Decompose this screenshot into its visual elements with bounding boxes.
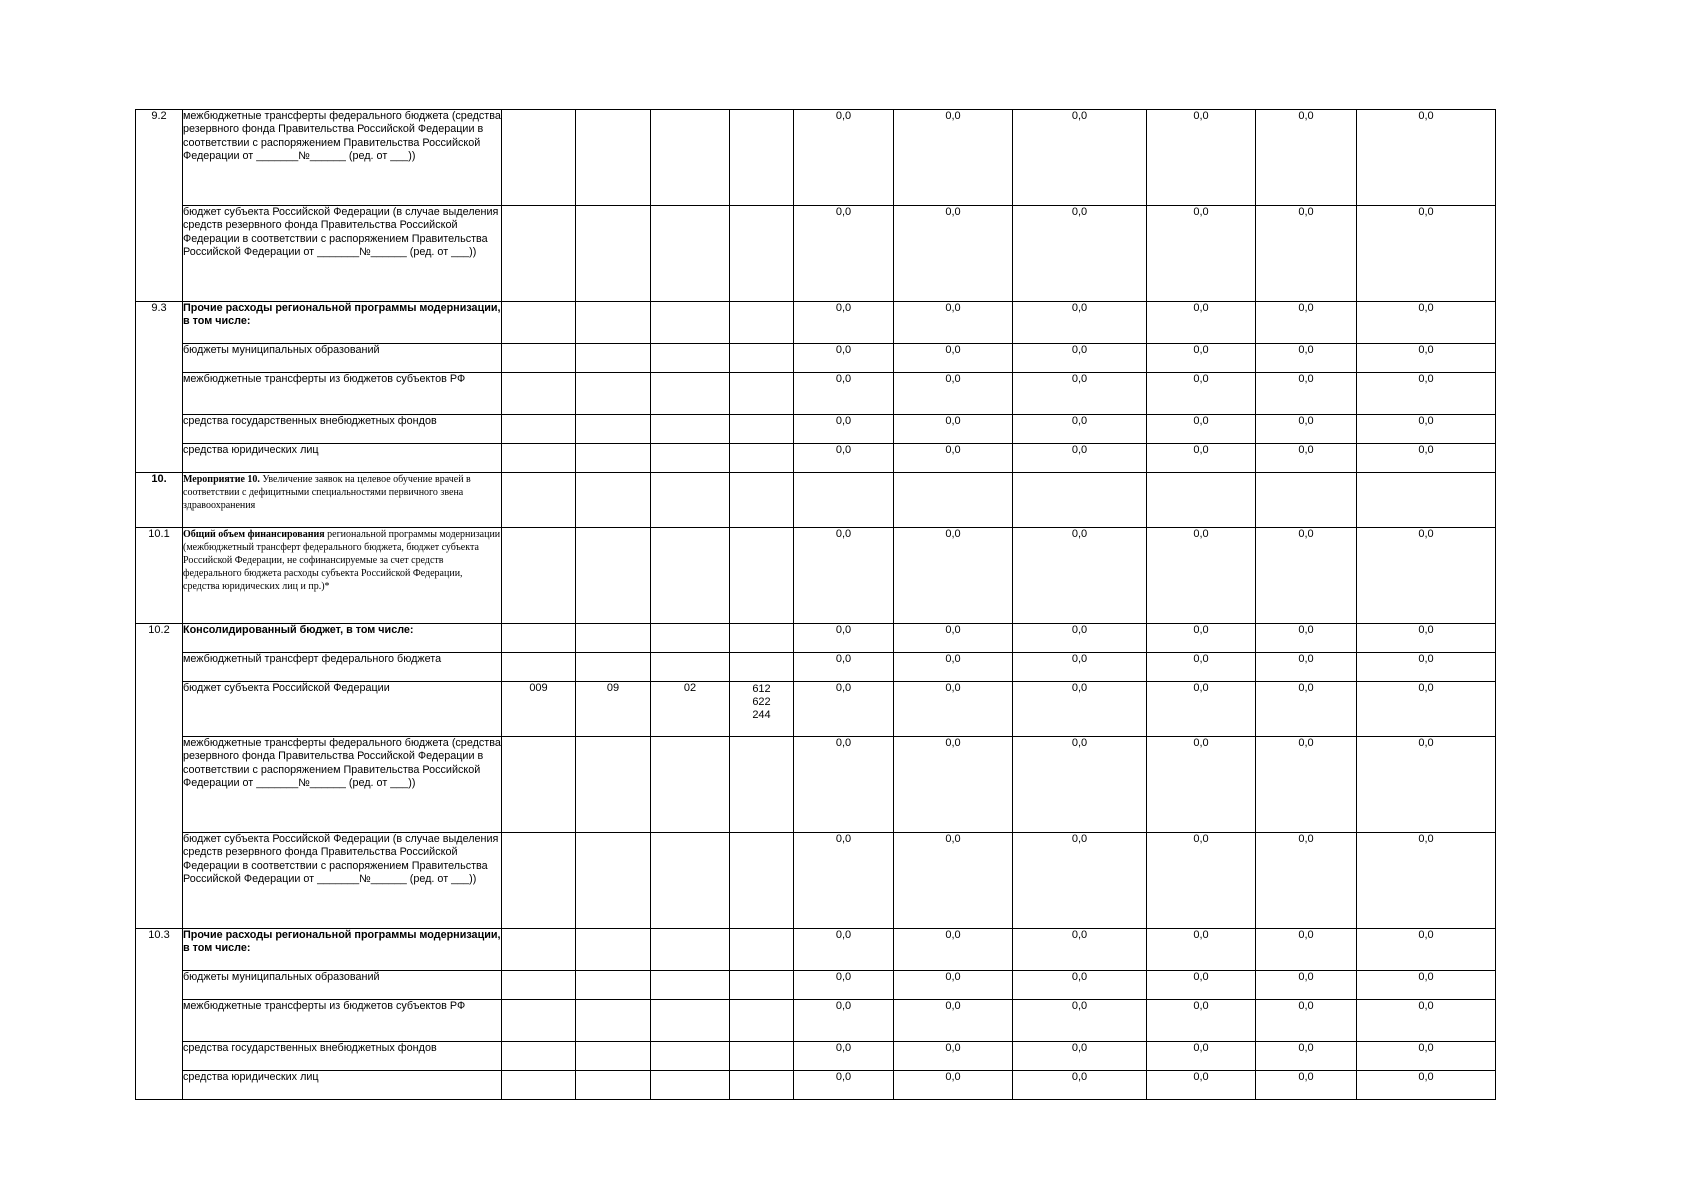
code-cell bbox=[502, 833, 576, 929]
row-description: бюджет субъекта Российской Федерации (в случае выделения средств резервного фонда Правительства Российской Федерации в соответствии с распоряжением Правительства Российской Федерации от _______№______ (ред. от ___)) bbox=[183, 833, 502, 929]
code-cell bbox=[651, 737, 730, 833]
value-cell: 0,0 bbox=[794, 682, 894, 737]
code-cell bbox=[730, 206, 794, 302]
value-cell: 0,0 bbox=[794, 1042, 894, 1071]
code-cell: 612 622 244 bbox=[730, 682, 794, 737]
value-cell: 0,0 bbox=[1256, 444, 1357, 473]
value-cell: 0,0 bbox=[794, 415, 894, 444]
description-text: Увеличение заявок на целевое обучение врачей в соответствии с дефицитными специальностями первичного звена здравоохранения bbox=[183, 474, 471, 511]
value-cell: 0,0 bbox=[1256, 344, 1357, 373]
value-cell: 0,0 bbox=[794, 528, 894, 624]
row-number: 9.2 bbox=[136, 110, 183, 302]
value-cell: 0,0 bbox=[1013, 1071, 1147, 1100]
table-row bbox=[136, 110, 1496, 206]
table-row bbox=[136, 682, 1496, 737]
row-description: Прочие расходы региональной программы модернизации, в том числе: bbox=[183, 302, 502, 344]
code-cell bbox=[651, 444, 730, 473]
code-cell bbox=[730, 624, 794, 653]
code-cell bbox=[576, 206, 651, 302]
table-row bbox=[136, 929, 1496, 971]
row-description: бюджеты муниципальных образований bbox=[183, 344, 502, 373]
row-description: бюджеты муниципальных образований bbox=[183, 971, 502, 1000]
value-cell: 0,0 bbox=[794, 1071, 894, 1100]
code-cell bbox=[651, 415, 730, 444]
value-cell: 0,0 bbox=[1013, 682, 1147, 737]
description-lead: Общий объем финансирования bbox=[183, 529, 325, 540]
code-cell bbox=[730, 1071, 794, 1100]
code-cell bbox=[576, 653, 651, 682]
value-cell: 0,0 bbox=[794, 444, 894, 473]
value-cell bbox=[1256, 473, 1357, 528]
code-cell bbox=[502, 110, 576, 206]
value-cell: 0,0 bbox=[1013, 528, 1147, 624]
table-row bbox=[136, 624, 1496, 653]
code-cell bbox=[730, 971, 794, 1000]
value-cell: 0,0 bbox=[1013, 653, 1147, 682]
code-cell bbox=[576, 1071, 651, 1100]
value-cell: 0,0 bbox=[894, 528, 1013, 624]
value-cell: 0,0 bbox=[1147, 737, 1256, 833]
code-cell bbox=[730, 444, 794, 473]
table-row bbox=[136, 206, 1496, 302]
value-cell: 0,0 bbox=[894, 373, 1013, 415]
value-cell: 0,0 bbox=[1147, 206, 1256, 302]
value-cell: 0,0 bbox=[1256, 206, 1357, 302]
value-cell: 0,0 bbox=[1147, 929, 1256, 971]
value-cell: 0,0 bbox=[894, 444, 1013, 473]
code-cell bbox=[651, 206, 730, 302]
table-row bbox=[136, 833, 1496, 929]
description-text: региональной программы модернизации (межбюджетный трансферт федерального бюджета, бюджет субъекта Российской Федерации, не софинансируемые за счет средств федерального бюджета расходы субъекта Российской Федерации, средства юридических лиц и пр.)* bbox=[183, 529, 501, 592]
value-cell: 0,0 bbox=[1256, 528, 1357, 624]
value-cell: 0,0 bbox=[1013, 1042, 1147, 1071]
table-row bbox=[136, 1071, 1496, 1100]
code-cell bbox=[730, 373, 794, 415]
table-row bbox=[136, 444, 1496, 473]
value-cell: 0,0 bbox=[1013, 206, 1147, 302]
code-cell bbox=[502, 344, 576, 373]
table-row bbox=[136, 653, 1496, 682]
code-cell bbox=[651, 302, 730, 344]
code-cell bbox=[502, 1071, 576, 1100]
value-cell: 0,0 bbox=[1147, 110, 1256, 206]
value-cell: 0,0 bbox=[1357, 415, 1496, 444]
code-cell bbox=[576, 833, 651, 929]
value-cell: 0,0 bbox=[1147, 971, 1256, 1000]
value-cell: 0,0 bbox=[794, 653, 894, 682]
code-cell bbox=[502, 737, 576, 833]
value-cell bbox=[794, 473, 894, 528]
value-cell: 0,0 bbox=[1147, 528, 1256, 624]
value-cell: 0,0 bbox=[894, 929, 1013, 971]
code-cell bbox=[576, 624, 651, 653]
value-cell: 0,0 bbox=[1357, 682, 1496, 737]
value-cell: 0,0 bbox=[794, 624, 894, 653]
value-cell: 0,0 bbox=[1147, 1000, 1256, 1042]
code-cell bbox=[502, 1000, 576, 1042]
code-cell bbox=[730, 528, 794, 624]
row-number: 10.3 bbox=[136, 929, 183, 1100]
table-row bbox=[136, 1000, 1496, 1042]
value-cell: 0,0 bbox=[1357, 833, 1496, 929]
code-cell bbox=[576, 929, 651, 971]
value-cell bbox=[1147, 473, 1256, 528]
code-cell bbox=[502, 415, 576, 444]
value-cell: 0,0 bbox=[1256, 833, 1357, 929]
value-cell: 0,0 bbox=[1013, 624, 1147, 653]
code-cell bbox=[502, 929, 576, 971]
table-row bbox=[136, 415, 1496, 444]
value-cell: 0,0 bbox=[1357, 653, 1496, 682]
code-cell bbox=[651, 110, 730, 206]
value-cell: 0,0 bbox=[1256, 653, 1357, 682]
value-cell: 0,0 bbox=[1013, 444, 1147, 473]
row-description: средства государственных внебюджетных фондов bbox=[183, 1042, 502, 1071]
code-cell bbox=[576, 1000, 651, 1042]
value-cell bbox=[894, 473, 1013, 528]
table-body bbox=[136, 110, 1496, 1100]
code-cell: 009 bbox=[502, 682, 576, 737]
row-number: 10.2 bbox=[136, 624, 183, 929]
value-cell: 0,0 bbox=[1013, 833, 1147, 929]
code-cell bbox=[730, 737, 794, 833]
code-cell bbox=[651, 929, 730, 971]
value-cell: 0,0 bbox=[1357, 929, 1496, 971]
value-cell: 0,0 bbox=[894, 624, 1013, 653]
value-cell: 0,0 bbox=[894, 833, 1013, 929]
code-cell bbox=[502, 624, 576, 653]
value-cell: 0,0 bbox=[894, 110, 1013, 206]
code-cell bbox=[502, 206, 576, 302]
code-cell: 02 bbox=[651, 682, 730, 737]
row-description: межбюджетные трансферты федерального бюджета (средства резервного фонда Правительства Российской Федерации в соответствии с распоряжением Правительства Российской Федерации от _______№______ (ред. от ___)) bbox=[183, 110, 502, 206]
value-cell: 0,0 bbox=[794, 302, 894, 344]
code-cell bbox=[730, 1042, 794, 1071]
table-row bbox=[136, 971, 1496, 1000]
code-cell bbox=[576, 473, 651, 528]
value-cell: 0,0 bbox=[1147, 1071, 1256, 1100]
value-cell: 0,0 bbox=[1013, 415, 1147, 444]
value-cell: 0,0 bbox=[1357, 737, 1496, 833]
value-cell: 0,0 bbox=[894, 206, 1013, 302]
value-cell: 0,0 bbox=[794, 737, 894, 833]
value-cell: 0,0 bbox=[1147, 833, 1256, 929]
value-cell: 0,0 bbox=[1256, 110, 1357, 206]
value-cell: 0,0 bbox=[1147, 1042, 1256, 1071]
value-cell: 0,0 bbox=[1256, 682, 1357, 737]
code-cell bbox=[576, 1042, 651, 1071]
value-cell: 0,0 bbox=[794, 110, 894, 206]
code-cell bbox=[651, 653, 730, 682]
code-cell bbox=[730, 344, 794, 373]
value-cell: 0,0 bbox=[1357, 624, 1496, 653]
value-cell: 0,0 bbox=[1256, 1000, 1357, 1042]
value-cell: 0,0 bbox=[1256, 737, 1357, 833]
row-description bbox=[183, 473, 502, 528]
table-row bbox=[136, 302, 1496, 344]
code-cell bbox=[730, 929, 794, 971]
row-number: 9.3 bbox=[136, 302, 183, 473]
value-cell: 0,0 bbox=[794, 373, 894, 415]
value-cell: 0,0 bbox=[1256, 971, 1357, 1000]
code-cell bbox=[502, 1042, 576, 1071]
row-description: Прочие расходы региональной программы модернизации, в том числе: bbox=[183, 929, 502, 971]
value-cell: 0,0 bbox=[894, 682, 1013, 737]
code-cell bbox=[502, 473, 576, 528]
row-description: средства юридических лиц bbox=[183, 1071, 502, 1100]
value-cell: 0,0 bbox=[894, 1042, 1013, 1071]
value-cell: 0,0 bbox=[1357, 1042, 1496, 1071]
code-cell bbox=[576, 971, 651, 1000]
code-cell bbox=[576, 373, 651, 415]
code-cell bbox=[576, 444, 651, 473]
value-cell: 0,0 bbox=[1147, 415, 1256, 444]
code-cell bbox=[576, 110, 651, 206]
value-cell: 0,0 bbox=[794, 206, 894, 302]
value-cell: 0,0 bbox=[894, 737, 1013, 833]
value-cell: 0,0 bbox=[1357, 1071, 1496, 1100]
table-row bbox=[136, 1042, 1496, 1071]
code-cell: 09 bbox=[576, 682, 651, 737]
value-cell: 0,0 bbox=[1147, 624, 1256, 653]
value-cell: 0,0 bbox=[1013, 971, 1147, 1000]
row-description: Консолидированный бюджет, в том числе: bbox=[183, 624, 502, 653]
row-description bbox=[183, 528, 502, 624]
code-cell bbox=[651, 971, 730, 1000]
value-cell: 0,0 bbox=[1357, 206, 1496, 302]
row-description: бюджет субъекта Российской Федерации (в случае выделения средств резервного фонда Правительства Российской Федерации в соответствии с распоряжением Правительства Российской Федерации от _______№______ (ред. от ___)) bbox=[183, 206, 502, 302]
value-cell: 0,0 bbox=[894, 1000, 1013, 1042]
value-cell: 0,0 bbox=[1147, 302, 1256, 344]
value-cell: 0,0 bbox=[1013, 373, 1147, 415]
code-cell bbox=[730, 653, 794, 682]
code-cell bbox=[730, 110, 794, 206]
value-cell: 0,0 bbox=[1013, 1000, 1147, 1042]
code-cell bbox=[651, 373, 730, 415]
description-lead: Мероприятие 10. bbox=[183, 474, 260, 485]
value-cell: 0,0 bbox=[894, 971, 1013, 1000]
row-description: средства государственных внебюджетных фондов bbox=[183, 415, 502, 444]
value-cell bbox=[1013, 473, 1147, 528]
value-cell: 0,0 bbox=[794, 929, 894, 971]
value-cell: 0,0 bbox=[1357, 971, 1496, 1000]
code-cell bbox=[576, 344, 651, 373]
code-cell bbox=[651, 528, 730, 624]
table-row bbox=[136, 344, 1496, 373]
value-cell: 0,0 bbox=[894, 302, 1013, 344]
code-cell bbox=[502, 971, 576, 1000]
value-cell: 0,0 bbox=[1013, 110, 1147, 206]
value-cell: 0,0 bbox=[1147, 653, 1256, 682]
code-cell bbox=[730, 833, 794, 929]
table-row bbox=[136, 473, 1496, 528]
value-cell: 0,0 bbox=[1147, 682, 1256, 737]
table-row bbox=[136, 737, 1496, 833]
value-cell bbox=[1357, 473, 1496, 528]
value-cell: 0,0 bbox=[794, 344, 894, 373]
code-cell bbox=[502, 528, 576, 624]
value-cell: 0,0 bbox=[1357, 302, 1496, 344]
value-cell: 0,0 bbox=[1256, 929, 1357, 971]
code-cell bbox=[651, 1042, 730, 1071]
row-description: средства юридических лиц bbox=[183, 444, 502, 473]
row-description: межбюджетный трансферт федерального бюджета bbox=[183, 653, 502, 682]
value-cell: 0,0 bbox=[1256, 415, 1357, 444]
row-number: 10.1 bbox=[136, 528, 183, 624]
code-cell bbox=[730, 415, 794, 444]
value-cell: 0,0 bbox=[1256, 1071, 1357, 1100]
value-cell: 0,0 bbox=[1357, 528, 1496, 624]
code-cell bbox=[576, 737, 651, 833]
code-cell bbox=[730, 473, 794, 528]
code-cell bbox=[651, 833, 730, 929]
value-cell: 0,0 bbox=[894, 653, 1013, 682]
code-cell bbox=[651, 1071, 730, 1100]
code-cell bbox=[576, 302, 651, 344]
code-cell bbox=[730, 302, 794, 344]
value-cell: 0,0 bbox=[1147, 373, 1256, 415]
value-cell: 0,0 bbox=[1147, 444, 1256, 473]
code-cell bbox=[502, 444, 576, 473]
value-cell: 0,0 bbox=[894, 344, 1013, 373]
value-cell: 0,0 bbox=[794, 1000, 894, 1042]
code-cell bbox=[576, 528, 651, 624]
row-number: 10. bbox=[136, 473, 183, 528]
row-description: межбюджетные трансферты из бюджетов субъектов РФ bbox=[183, 373, 502, 415]
value-cell: 0,0 bbox=[1013, 929, 1147, 971]
code-cell bbox=[576, 415, 651, 444]
value-cell: 0,0 bbox=[1357, 110, 1496, 206]
value-cell: 0,0 bbox=[1013, 302, 1147, 344]
value-cell: 0,0 bbox=[1147, 344, 1256, 373]
code-cell bbox=[502, 302, 576, 344]
code-cell bbox=[502, 653, 576, 682]
value-cell: 0,0 bbox=[1013, 344, 1147, 373]
row-description: межбюджетные трансферты федерального бюджета (средства резервного фонда Правительства Российской Федерации в соответствии с распоряжением Правительства Российской Федерации от _______№______ (ред. от ___)) bbox=[183, 737, 502, 833]
value-cell: 0,0 bbox=[794, 833, 894, 929]
value-cell: 0,0 bbox=[1256, 624, 1357, 653]
code-cell bbox=[651, 624, 730, 653]
table-row bbox=[136, 528, 1496, 624]
code-cell bbox=[730, 1000, 794, 1042]
row-description: бюджет субъекта Российской Федерации bbox=[183, 682, 502, 737]
value-cell: 0,0 bbox=[1013, 737, 1147, 833]
value-cell: 0,0 bbox=[1357, 1000, 1496, 1042]
value-cell: 0,0 bbox=[1256, 1042, 1357, 1071]
value-cell: 0,0 bbox=[894, 415, 1013, 444]
budget-table bbox=[135, 109, 1496, 1100]
value-cell: 0,0 bbox=[1357, 344, 1496, 373]
row-description: межбюджетные трансферты из бюджетов субъектов РФ bbox=[183, 1000, 502, 1042]
code-cell bbox=[651, 344, 730, 373]
value-cell: 0,0 bbox=[1256, 373, 1357, 415]
value-cell: 0,0 bbox=[1357, 444, 1496, 473]
code-cell bbox=[651, 1000, 730, 1042]
value-cell: 0,0 bbox=[894, 1071, 1013, 1100]
value-cell: 0,0 bbox=[1357, 373, 1496, 415]
table-row bbox=[136, 373, 1496, 415]
code-cell bbox=[651, 473, 730, 528]
code-cell bbox=[502, 373, 576, 415]
value-cell: 0,0 bbox=[1256, 302, 1357, 344]
value-cell: 0,0 bbox=[794, 971, 894, 1000]
